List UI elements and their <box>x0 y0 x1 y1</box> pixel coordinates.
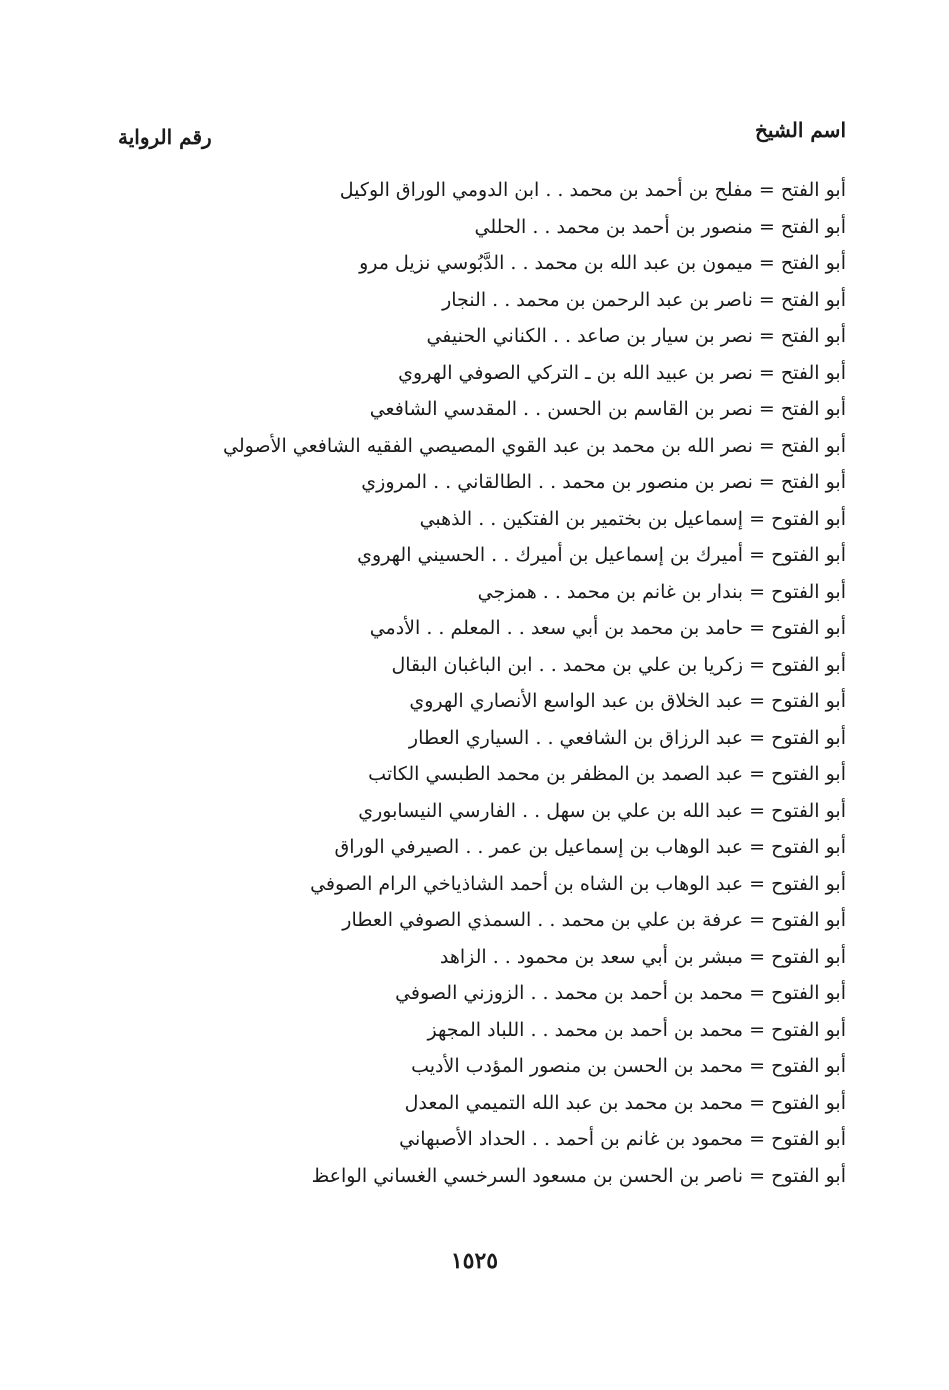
list-item: أبو الفتح = ناصر بن عبد الرحمن بن محمد . . النجار <box>442 288 846 311</box>
list-item: أبو الفتوح = حامد بن محمد بن أبي سعد . . المعلم . . الأدمي <box>369 617 846 639</box>
list-item: أبو الفتوح = محمد بن الحسن بن منصور المؤدب الأديب <box>411 1055 846 1077</box>
list-item: أبو الفتوح = أميرك بن إسماعيل بن أميرك . . الحسيني الهروي <box>357 544 846 566</box>
column-header-narration-number: رقم الرواية <box>118 125 212 149</box>
list-item: أبو الفتح = نصر بن سيار بن صاعد . . الكناني الحنيفي <box>426 325 846 347</box>
list-item: أبو الفتح = منصور بن أحمد بن محمد . . الحللي <box>474 215 846 238</box>
list-item: أبو الفتوح = محمد بن أحمد بن محمد . . الزوزني الصوفي <box>395 982 846 1004</box>
list-item: أبو الفتوح = عبد الرزاق بن الشافعي . . السياري العطار <box>408 726 846 749</box>
list-item: أبو الفتح = نصر بن منصور بن محمد . . الطالقاني . . المروزي <box>361 471 846 493</box>
list-item: أبو الفتوح = عبد الصمد بن المظفر بن محمد الطبسي الكاتب <box>368 763 846 785</box>
list-item: أبو الفتوح = محمد بن أحمد بن محمد . . اللباد المجهز <box>427 1018 846 1041</box>
list-item: أبو الفتوح = بندار بن غانم بن محمد . . همزجي <box>477 580 846 603</box>
list-item: أبو الفتوح = عرفة بن علي بن محمد . . السمذي الصوفي العطار <box>342 909 846 931</box>
list-item: أبو الفتح = مفلح بن أحمد بن محمد . . ابن الدومي الوراق الوكيل <box>339 179 846 201</box>
list-item: أبو الفتوح = عبد الوهاب بن الشاه بن أحمد الشاذياخي الرام الصوفي <box>310 872 846 895</box>
list-item: أبو الفتوح = عبد الوهاب بن إسماعيل بن عمر . . الصيرفي الوراق <box>334 836 846 858</box>
list-item: أبو الفتوح = عبد الله بن علي بن سهل . . الفارسي النيسابوري <box>358 799 846 822</box>
page-number: ١٥٢٥ <box>450 1248 499 1274</box>
list-item: أبو الفتوح = ناصر بن الحسن بن مسعود السرخسي الغساني الواعظ <box>311 1164 846 1187</box>
sheikh-entries-list <box>223 172 846 1194</box>
list-item: أبو الفتح = نصر بن القاسم بن الحسن . . المقدسي الشافعي <box>369 398 846 420</box>
list-item: أبو الفتح = نصر الله بن محمد بن عبد القوي المصيصي الفقيه الشافعي الأصولي <box>223 434 846 457</box>
column-header-sheikh-name: اسم الشيخ <box>754 118 846 142</box>
list-item: أبو الفتوح = مبشر بن أبي سعد بن محمود . . الزاهد <box>439 945 846 968</box>
list-item: أبو الفتح = نصر بن عبيد الله بن ـ التركي الصوفي الهروي <box>398 361 846 384</box>
list-item: أبو الفتح = ميمون بن عبد الله بن محمد . . الدَّبُوسي نزيل مرو <box>359 252 846 274</box>
list-item: أبو الفتوح = محمود بن غانم بن أحمد . . الحداد الأصبهاني <box>399 1128 846 1150</box>
list-item: أبو الفتوح = عبد الخلاق بن عبد الواسع الأنصاري الهروي <box>409 690 846 712</box>
list-item: أبو الفتوح = محمد بن محمد بن عبد الله التميمي المعدل <box>404 1091 846 1114</box>
list-item: أبو الفتوح = زكريا بن علي بن محمد . . ابن الباغبان البقال <box>391 653 846 676</box>
list-item: أبو الفتوح = إسماعيل بن بختمير بن الفتكين . . الذهبي <box>419 507 846 530</box>
